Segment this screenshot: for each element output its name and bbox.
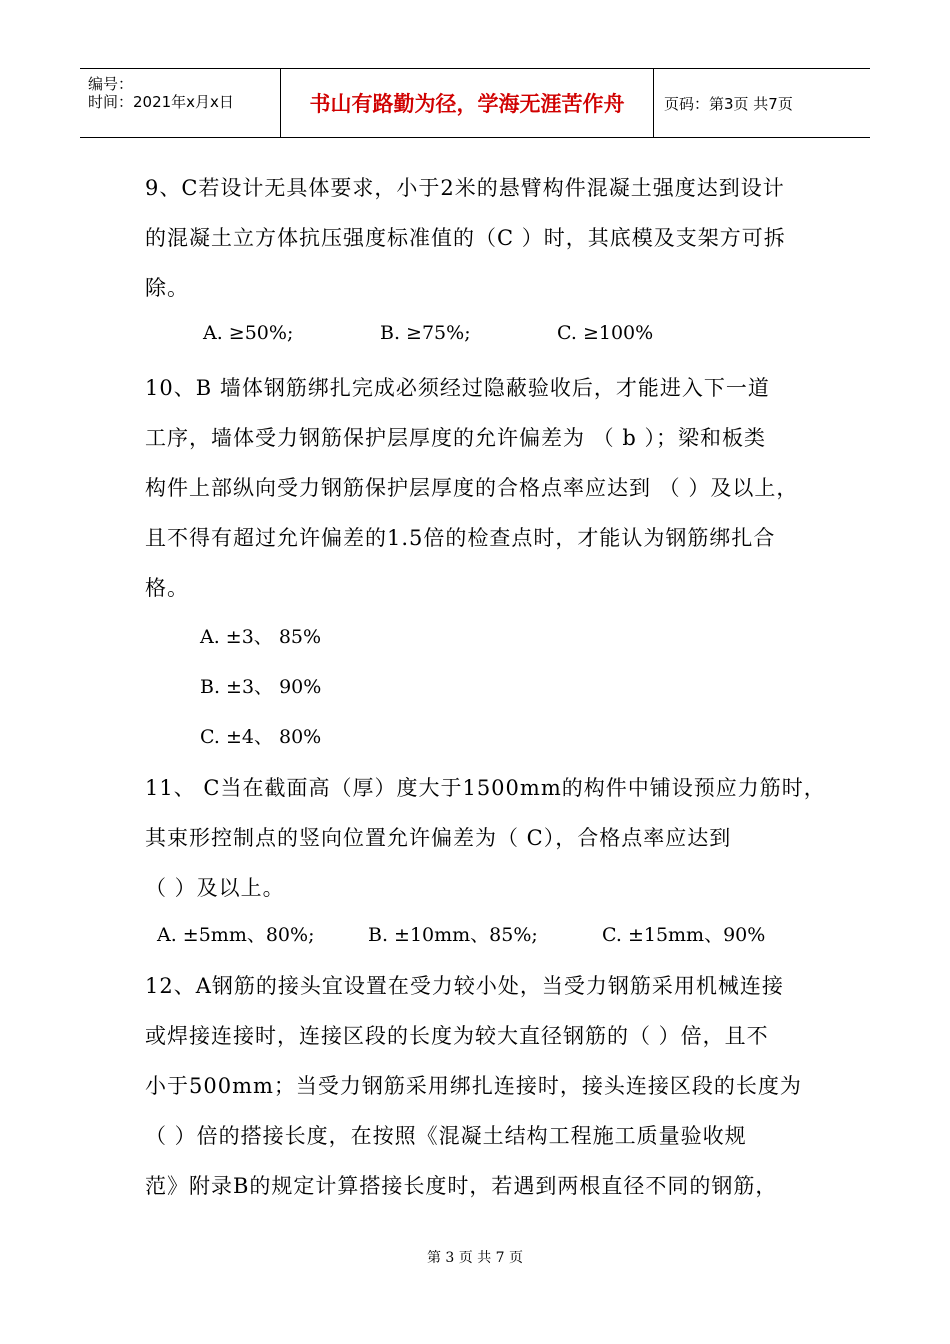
header-meta (80, 69, 281, 137)
time-label: 时间：2021年x月x日 (88, 93, 234, 111)
q12-line-5: 范》附录B的规定计算搭接长度时，若遇到两根直径不同的钢筋， (145, 1174, 778, 1198)
q11-option-a: A. ±5mm、80%; (157, 924, 315, 946)
q12-line-2: 或焊接连接时，连接区段的长度为较大直径钢筋的（ ）倍，且不 (145, 1024, 769, 1048)
q9-line-2: 的混凝土立方体抗压强度标准值的（C ）时，其底模及支架方可拆 (145, 226, 786, 250)
q12-line-3: 小于500mm；当受力钢筋采用绑扎连接时，接头连接区段的长度为 (145, 1074, 802, 1098)
q10-line-5: 格。 (145, 576, 189, 600)
q10-line-4: 且不得有超过允许偏差的1.5倍的检查点时，才能认为钢筋绑扎合 (145, 526, 776, 550)
q9-option-c: C. ≥100% (557, 322, 654, 344)
header-motto: 书山有路勤为径，学海无涯苦作舟 (281, 69, 654, 137)
number-label: 编号： (88, 75, 134, 93)
page-footer: 第 3 页 共 7 页 (426, 1250, 524, 1266)
q11-line-1: 11、 C当在截面高（厚）度大于1500mm的构件中铺设预应力筋时， (145, 776, 826, 800)
q9-line-1: 9、C若设计无具体要求，小于2米的悬臂构件混凝土强度达到设计 (145, 176, 785, 200)
q11-option-c: C. ±15mm、90% (602, 924, 766, 946)
q9-option-a: A. ≥50%; (203, 322, 294, 344)
q11-line-2: 其束形控制点的竖向位置允许偏差为（ C），合格点率应达到 (145, 826, 732, 850)
q12-line-4: （ ）倍的搭接长度，在按照《混凝土结构工程施工质量验收规 (145, 1124, 747, 1148)
q10-option-b: B. ±3、 90% (200, 676, 322, 698)
q9-option-b: B. ≥75%; (380, 322, 471, 344)
q12-line-1: 12、A钢筋的接头宜设置在受力较小处，当受力钢筋采用机械连接 (145, 974, 784, 998)
q10-line-1: 10、B 墙体钢筋绑扎完成必须经过隐蔽验收后，才能进入下一道 (145, 376, 770, 400)
q10-line-3: 构件上部纵向受力钢筋保护层厚度的合格点率应达到 （ ）及以上， (145, 476, 799, 500)
header-page-info: 页码：第3页 共7页 (664, 94, 793, 113)
page-header (80, 68, 870, 138)
q11-line-3: （ ）及以上。 (145, 876, 285, 900)
q10-option-c: C. ±4、 80% (200, 726, 322, 748)
q11-option-b: B. ±10mm、85%; (368, 924, 538, 946)
q10-line-2: 工序，墙体受力钢筋保护层厚度的允许偏差为 （ b ）；梁和板类 (145, 426, 766, 450)
q10-option-a: A. ±3、 85% (200, 626, 322, 648)
q9-line-3: 除。 (145, 276, 189, 300)
